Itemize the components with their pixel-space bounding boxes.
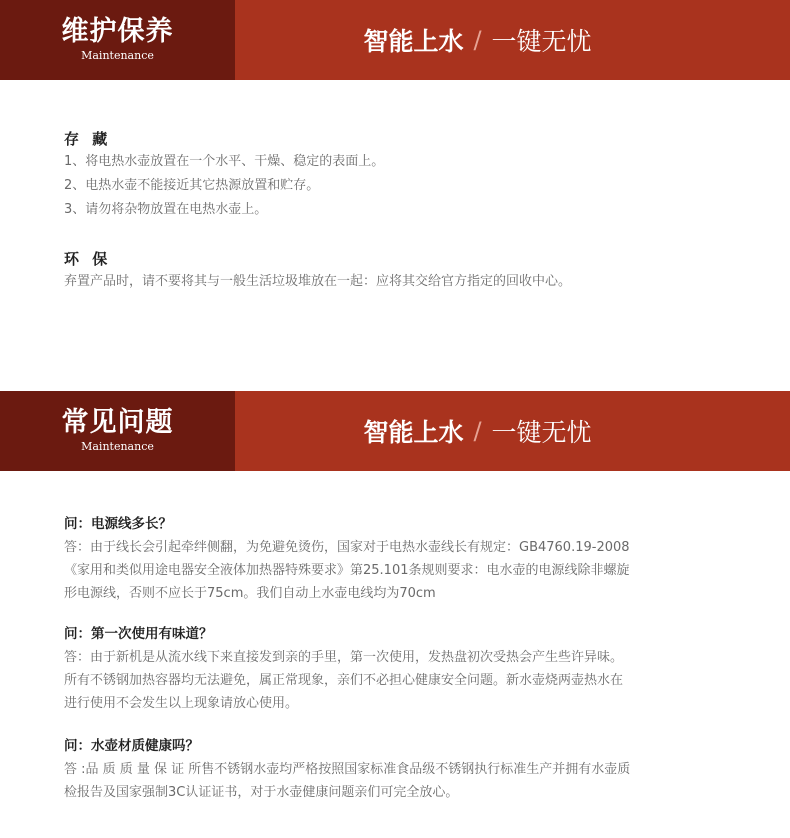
storage-section	[64, 128, 754, 222]
faq-answer-line: 答：由于线长会引起牵绊侧翻，为免避免烫伤，国家对于电热水壶线长有规定：GB4760.19-2008	[64, 540, 630, 555]
storage-heading: 存 藏	[64, 130, 112, 148]
faq-answer-line: 《家用和类似用途电器安全液体加热器特殊要求》第25.101条规则要求：电水壶的电源线除非螺旋	[64, 563, 630, 578]
banner-title-block	[0, 391, 235, 471]
slogan-separator: /	[473, 417, 482, 445]
slogan-separator: /	[473, 26, 482, 54]
faq-answer-line: 检报告及国家强制3C认证证书，对于水壶健康问题亲们可完全放心。	[64, 785, 459, 800]
faq-item	[64, 512, 754, 605]
environment-heading: 环 保	[64, 250, 112, 268]
environment-text: 弃置产品时，请不要将其与一般生活垃圾堆放在一起：应将其交给官方指定的回收中心。	[64, 274, 572, 289]
storage-line: 2、电热水壶不能接近其它热源放置和贮存。	[64, 178, 320, 193]
banner-title: 维护保养	[61, 16, 174, 47]
banner-slogan-block	[235, 0, 790, 80]
storage-line: 1、将电热水壶放置在一个水平、干燥、稳定的表面上。	[64, 154, 385, 169]
faq-question: 问：第一次使用有味道？	[64, 626, 213, 642]
banner-subtitle: Maintenance	[81, 49, 154, 62]
banner-subtitle: Maintenance	[81, 440, 154, 453]
faq-question: 问：水壶材质健康吗？	[64, 738, 199, 754]
faq-answer-line: 答 :品 质 质 量 保 证 所售不锈钢水壶均严格按照国家标准食品级不锈钢执行标准生产并拥有水壶质	[64, 762, 631, 777]
maintenance-banner	[0, 0, 790, 80]
slogan-main: 智能上水	[363, 418, 464, 447]
banner-slogan-block	[235, 391, 790, 471]
faq-answer-line: 进行使用不会发生以上现象请放心使用。	[64, 696, 299, 711]
faq-item	[64, 622, 754, 715]
slogan-sub: 一键无忧	[491, 27, 592, 56]
faq-item	[64, 734, 754, 804]
storage-line: 3、请勿将杂物放置在电热水壶上。	[64, 202, 268, 217]
faq-banner	[0, 391, 790, 471]
faq-answer-line: 形电源线，否则不应长于75cm。我们自动上水壶电线均为70cm	[64, 586, 436, 601]
slogan-main: 智能上水	[363, 27, 464, 56]
faq-answer-line: 所有不锈钢加热容器均无法避免，属正常现象，亲们不必担心健康安全问题。新水壶烧两壶热水在	[64, 673, 624, 688]
banner-title-block	[0, 0, 235, 80]
environment-section	[64, 248, 754, 294]
banner-title: 常见问题	[61, 407, 174, 438]
faq-answer-line: 答：由于新机是从流水线下来直接发到亲的手里，第一次使用，发热盘初次受热会产生些许异味。	[64, 650, 624, 665]
faq-question: 问：电源线多长？	[64, 516, 172, 532]
slogan-sub: 一键无忧	[491, 418, 592, 447]
